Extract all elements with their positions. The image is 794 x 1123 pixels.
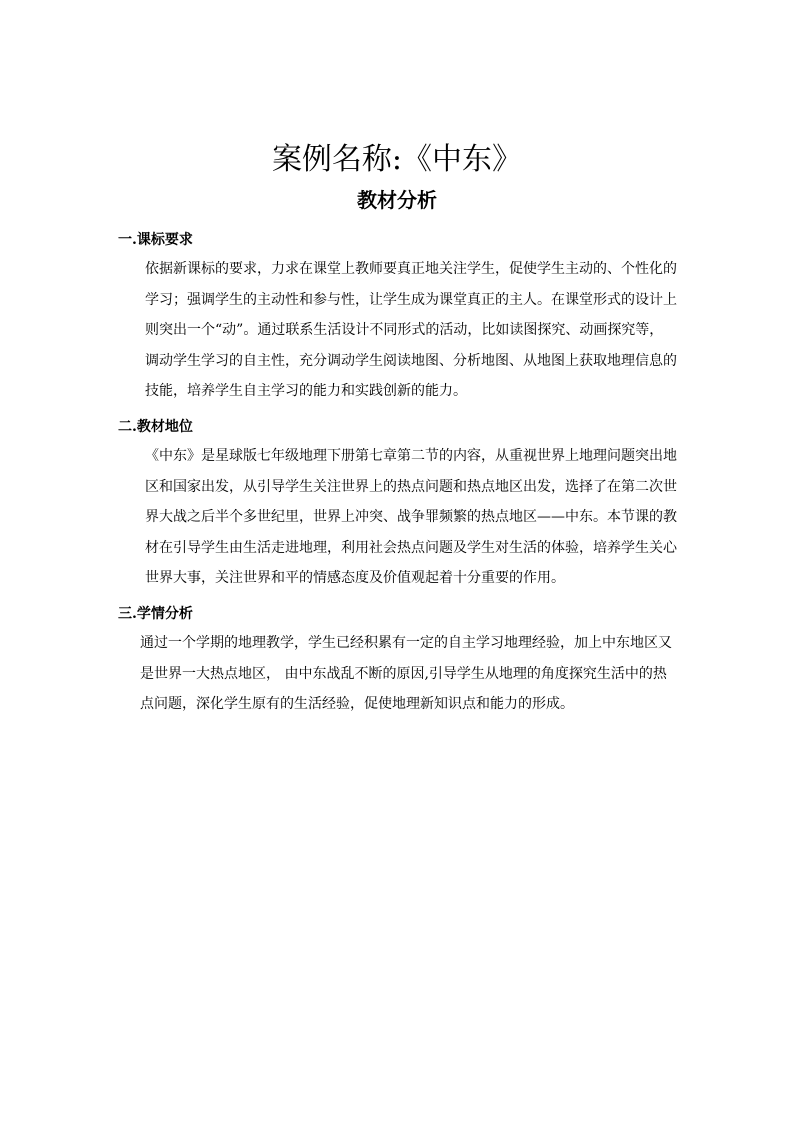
paragraph-line: 《中东》是星球版七年级地理下册第七章第二节的内容，从重视世界上地理问题突出地: [145, 448, 677, 464]
paragraph-line: 依据新课标的要求，力求在课堂上教师要真正地关注学生，促使学生主动的、个性化的: [145, 261, 677, 277]
section-paragraph-student-analysis: [140, 628, 672, 720]
paragraph-line: 点问题，深化学生原有的生活经验，促使地理新知识点和能力的形成。: [140, 696, 574, 712]
paragraph-line: 技能，培养学生自主学习的能力和实践创新的能力。: [145, 383, 467, 399]
section-paragraph-standards: [145, 254, 677, 407]
paragraph-line: 调动学生学习的自主性，充分调动学生阅读地图、分析地图、从地图上获取地理信息的: [145, 352, 677, 369]
paragraph-line: 是世界一大热点地区， 由中东战乱不断的原因,引导学生从地理的角度探究生活中的热: [140, 665, 667, 682]
paragraph-line: 界大战之后半个多世纪里，世界上冲突、战争罪频繁的热点地区——中东。本节课的教: [145, 509, 677, 525]
paragraph-line: 材在引导学生由生活走进地理，利用社会热点问题及学生对生活的体验，培养学生关心: [145, 539, 677, 556]
section-heading-standards: 一.课标要求: [118, 232, 193, 248]
paragraph-line: 区和国家出发，从引导学生关注世界上的热点问题和热点地区出发，选择了在第二次世: [145, 478, 677, 495]
section-heading-textbook-position: 二.教材地位: [118, 419, 193, 435]
document-title: 案例名称:《中东》: [271, 142, 523, 177]
paragraph-line: 世界大事，关注世界和平的情感态度及价值观起着十分重要的作用。: [145, 570, 565, 586]
section-paragraph-textbook-position: [145, 441, 677, 594]
paragraph-line: 学习；强调学生的主动性和参与性，让学生成为课堂真正的主人。在课堂形式的设计上: [145, 291, 677, 308]
section-heading-student-analysis: 三.学情分析: [118, 606, 193, 622]
paragraph-line: 则突出一个“动”。通过联系生活设计不同形式的活动，比如读图探究、动画探究等，: [145, 322, 664, 338]
document-subtitle: 教材分析: [357, 188, 437, 212]
paragraph-line: 通过一个学期的地理教学，学生已经积累有一定的自主学习地理经验，加上中东地区又: [140, 635, 672, 651]
